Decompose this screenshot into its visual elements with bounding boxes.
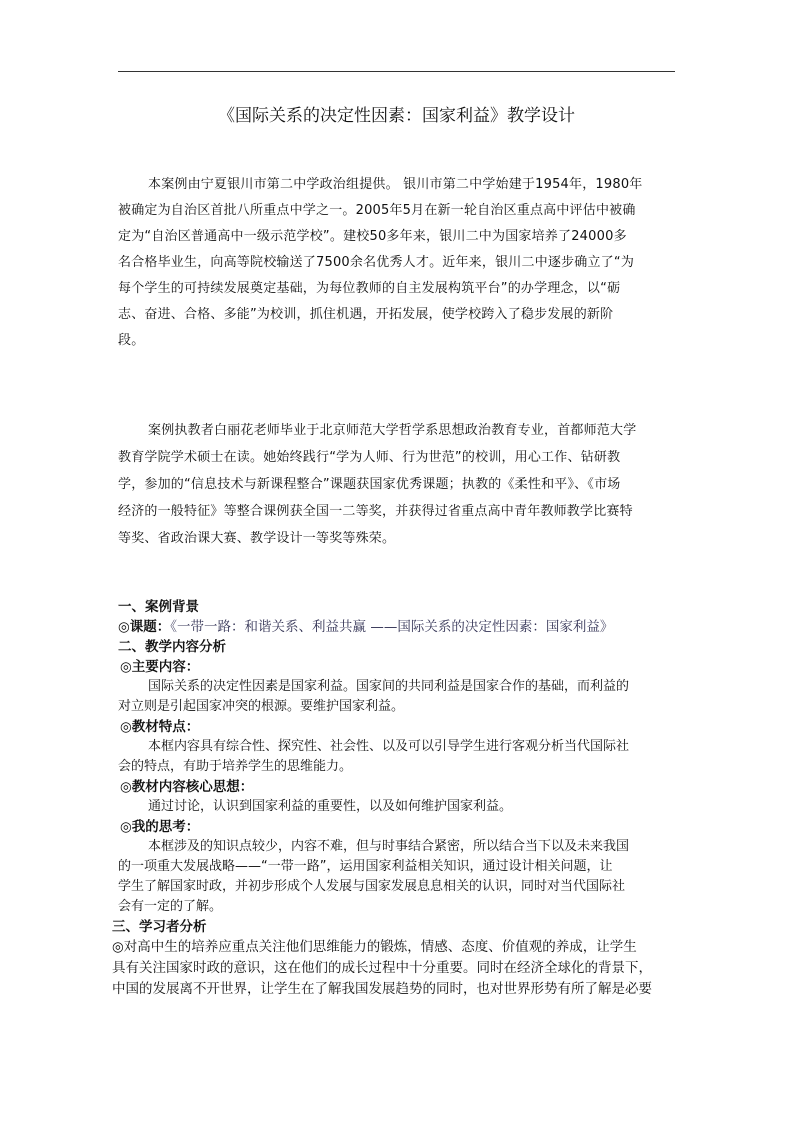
intro-line: 本案例由宁夏银川市第二中学政治组提供。 银川市第二中学始建于1954年，1980年 [148,177,643,192]
author-paragraph [118,417,678,552]
body-line: 学生了解国家时政，并初步形成个人发展与国家发展息息相关的认识，同时对当代国际社 [118,879,626,894]
document-title: 《国际关系的决定性因素：国家利益》教学设计 [218,106,575,126]
intro-line: 每个学生的可持续发展奠定基础，为每位教师的自主发展构筑平台”的办学理念，以“砺 [118,281,621,296]
body-line: 本框内容具有综合性、探究性、社会性、以及可以引导学生进行客观分析当代国际社 [148,739,630,754]
body-line: 通过讨论，认识到国家利益的重要性，以及如何维护国家利益。 [148,799,513,814]
author-line: 等奖、省政治课大赛、教学设计一等奖等殊荣。 [118,531,396,546]
author-line: 教育学院学术硕士在读。她始终践行“学为人师、行为世范”的校训，用心工作、钻研教 [118,450,621,465]
intro-line: 段。 [118,333,145,348]
intro-paragraph [118,172,678,354]
header-rule [118,71,675,72]
body-line: 中国的发展离不开世界，让学生在了解我国发展趋势的同时，也对世界形势有所了解是必要 [112,981,652,997]
section-heading: 一、案例背景 [118,599,199,615]
topic-row [118,617,678,637]
author-line: 学，参加的“信息技术与新课程整合”课题获国家优秀课题；执教的《柔性和平》、《市场 [118,477,621,492]
topic-value: 《一带一路：和谐关系、利益共赢 ——国际关系的决定性因素：国家利益》 [170,619,614,635]
intro-line: 志、奋进、合格、多能”为校训，抓住机遇，开拓发展，使学校跨入了稳步发展的新阶 [118,307,614,322]
body-line: 对立则是引起国家冲突的根源。要维护国家利益。 [118,699,405,714]
body-line: 国际关系的决定性因素是国家利益。国家间的共同利益是国家合作的基础，而利益的 [148,679,630,694]
body-line: 具有关注国家时政的意识，这在他们的成长过程中十分重要。同时在经济全球化的背景下， [112,960,652,976]
body-line: 会的特点，有助于培养学生的思维能力。 [118,759,353,774]
intro-line: 定为“自治区普通高中一级示范学校”。建校50多年来，银川二中为国家培养了24000多 [118,229,627,244]
subsection-label: ◎主要内容： [120,659,200,675]
subsection-label: ◎我的思考： [120,819,200,835]
topic-label: ◎课题： [118,619,171,635]
body-line: 的一项重大发展战略——“一带一路”，运用国家利益相关知识，通过设计相关问题，让 [118,859,613,874]
section-heading: 二、教学内容分析 [118,639,226,655]
design-outline [112,597,678,1000]
subsection-label: ◎教材内容核心思想： [120,779,254,795]
section-heading: 三、学习者分析 [112,919,207,935]
body-line: 会有一定的了解。 [118,899,223,914]
body-line: 本框涉及的知识点较少，内容不难，但与时事结合紧密，所以结合当下以及未来我国 [148,839,630,854]
intro-line: 名合格毕业生，向高等院校输送了7500余名优秀人才。近年来，银川二中逐步确立了“为 [118,255,635,270]
body-line: ◎对高中生的培养应重点关注他们思维能力的锻炼，情感、态度、价值观的养成，让学生 [112,939,637,955]
author-line: 案例执教者白丽花老师毕业于北京师范大学哲学系思想政治教育专业，首都师范大学 [148,423,637,438]
subsection-label: ◎教材特点： [120,719,200,735]
intro-line: 被确定为自治区首批八所重点中学之一。2005年5月在新一轮自治区重点高中评估中被确 [118,203,636,218]
author-line: 经济的一般特征》等整合课例获全国一二等奖，并获得过省重点高中青年教师教学比赛特 [118,504,633,519]
